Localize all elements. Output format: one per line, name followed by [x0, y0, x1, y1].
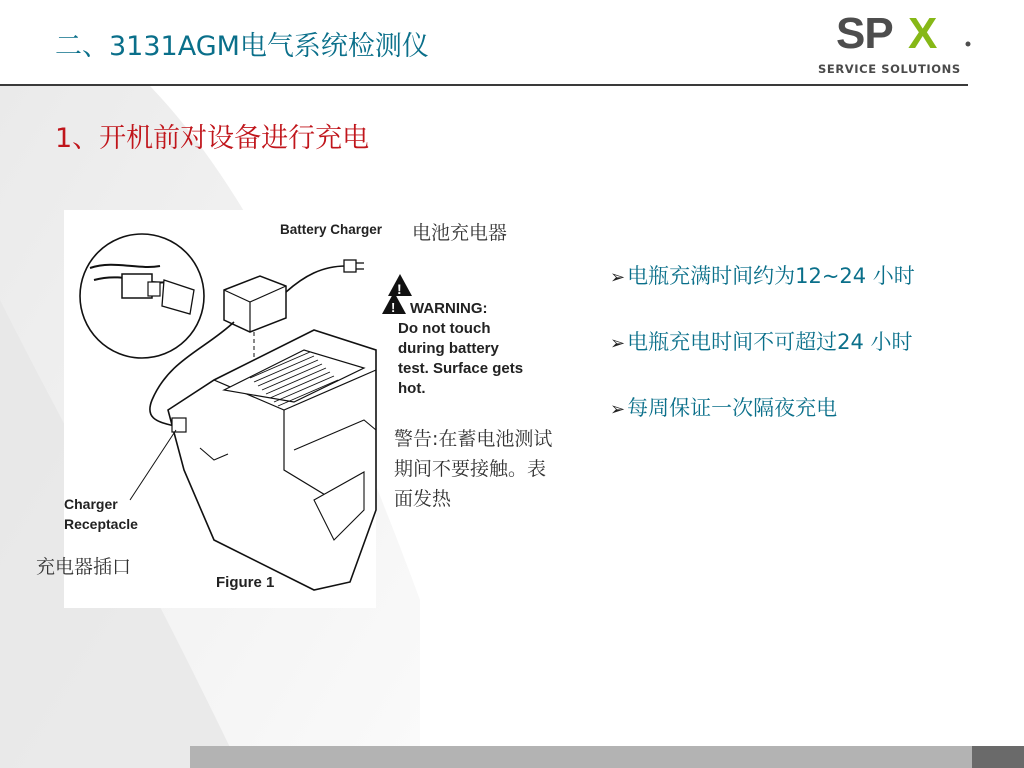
bullet-text: 电瓶充电时间不可超过24 小时 [627, 330, 913, 354]
bullet-item [610, 326, 1020, 392]
svg-text:!: ! [397, 281, 402, 297]
bullet-text: 每周保证一次隔夜充电 [627, 396, 838, 420]
receptacle-cn-label: 充电器插口 [36, 556, 132, 578]
battery-charger-label: Battery Charger [280, 222, 383, 237]
logo-subtext: SERVICE SOLUTIONS [818, 62, 961, 76]
bullet-list [610, 260, 1020, 458]
warning-line-2: during battery [398, 340, 499, 357]
svg-text:SP: SP [836, 9, 893, 58]
bullet-item [610, 260, 1020, 326]
warning-line-1: Do not touch [398, 320, 491, 337]
charger-cn-label: 电池充电器 [412, 222, 508, 244]
svg-text:X: X [908, 9, 938, 58]
header-divider [0, 84, 968, 86]
svg-text:!: ! [391, 300, 396, 315]
section-subtitle: 1、开机前对设备进行充电 [55, 123, 370, 154]
charger-figure [64, 210, 402, 608]
warning-cn-text: 警告:在蓄电池测试期间不要接触。表面发热 [394, 428, 553, 510]
arrow-bullet-icon: ➢ [610, 267, 626, 288]
slide-title: 二、3131AGM电气系统检测仪 [55, 31, 429, 62]
figure-caption: Figure 1 [216, 574, 275, 591]
warning-line-4: hot. [398, 380, 426, 397]
warning-heading: WARNING: [410, 300, 488, 317]
arrow-bullet-icon: ➢ [610, 399, 626, 420]
receptacle-label-2: Receptacle [64, 516, 138, 532]
footer-bar-accent [972, 746, 1024, 768]
footer-bar [190, 746, 972, 768]
receptacle-label-1: Charger [64, 496, 118, 512]
warning-line-3: test. Surface gets [398, 360, 524, 377]
bullet-item [610, 392, 1020, 458]
bullet-text: 电瓶充满时间约为12~24 小时 [627, 264, 915, 288]
arrow-bullet-icon: ➢ [610, 333, 626, 354]
warning-block [380, 280, 550, 400]
